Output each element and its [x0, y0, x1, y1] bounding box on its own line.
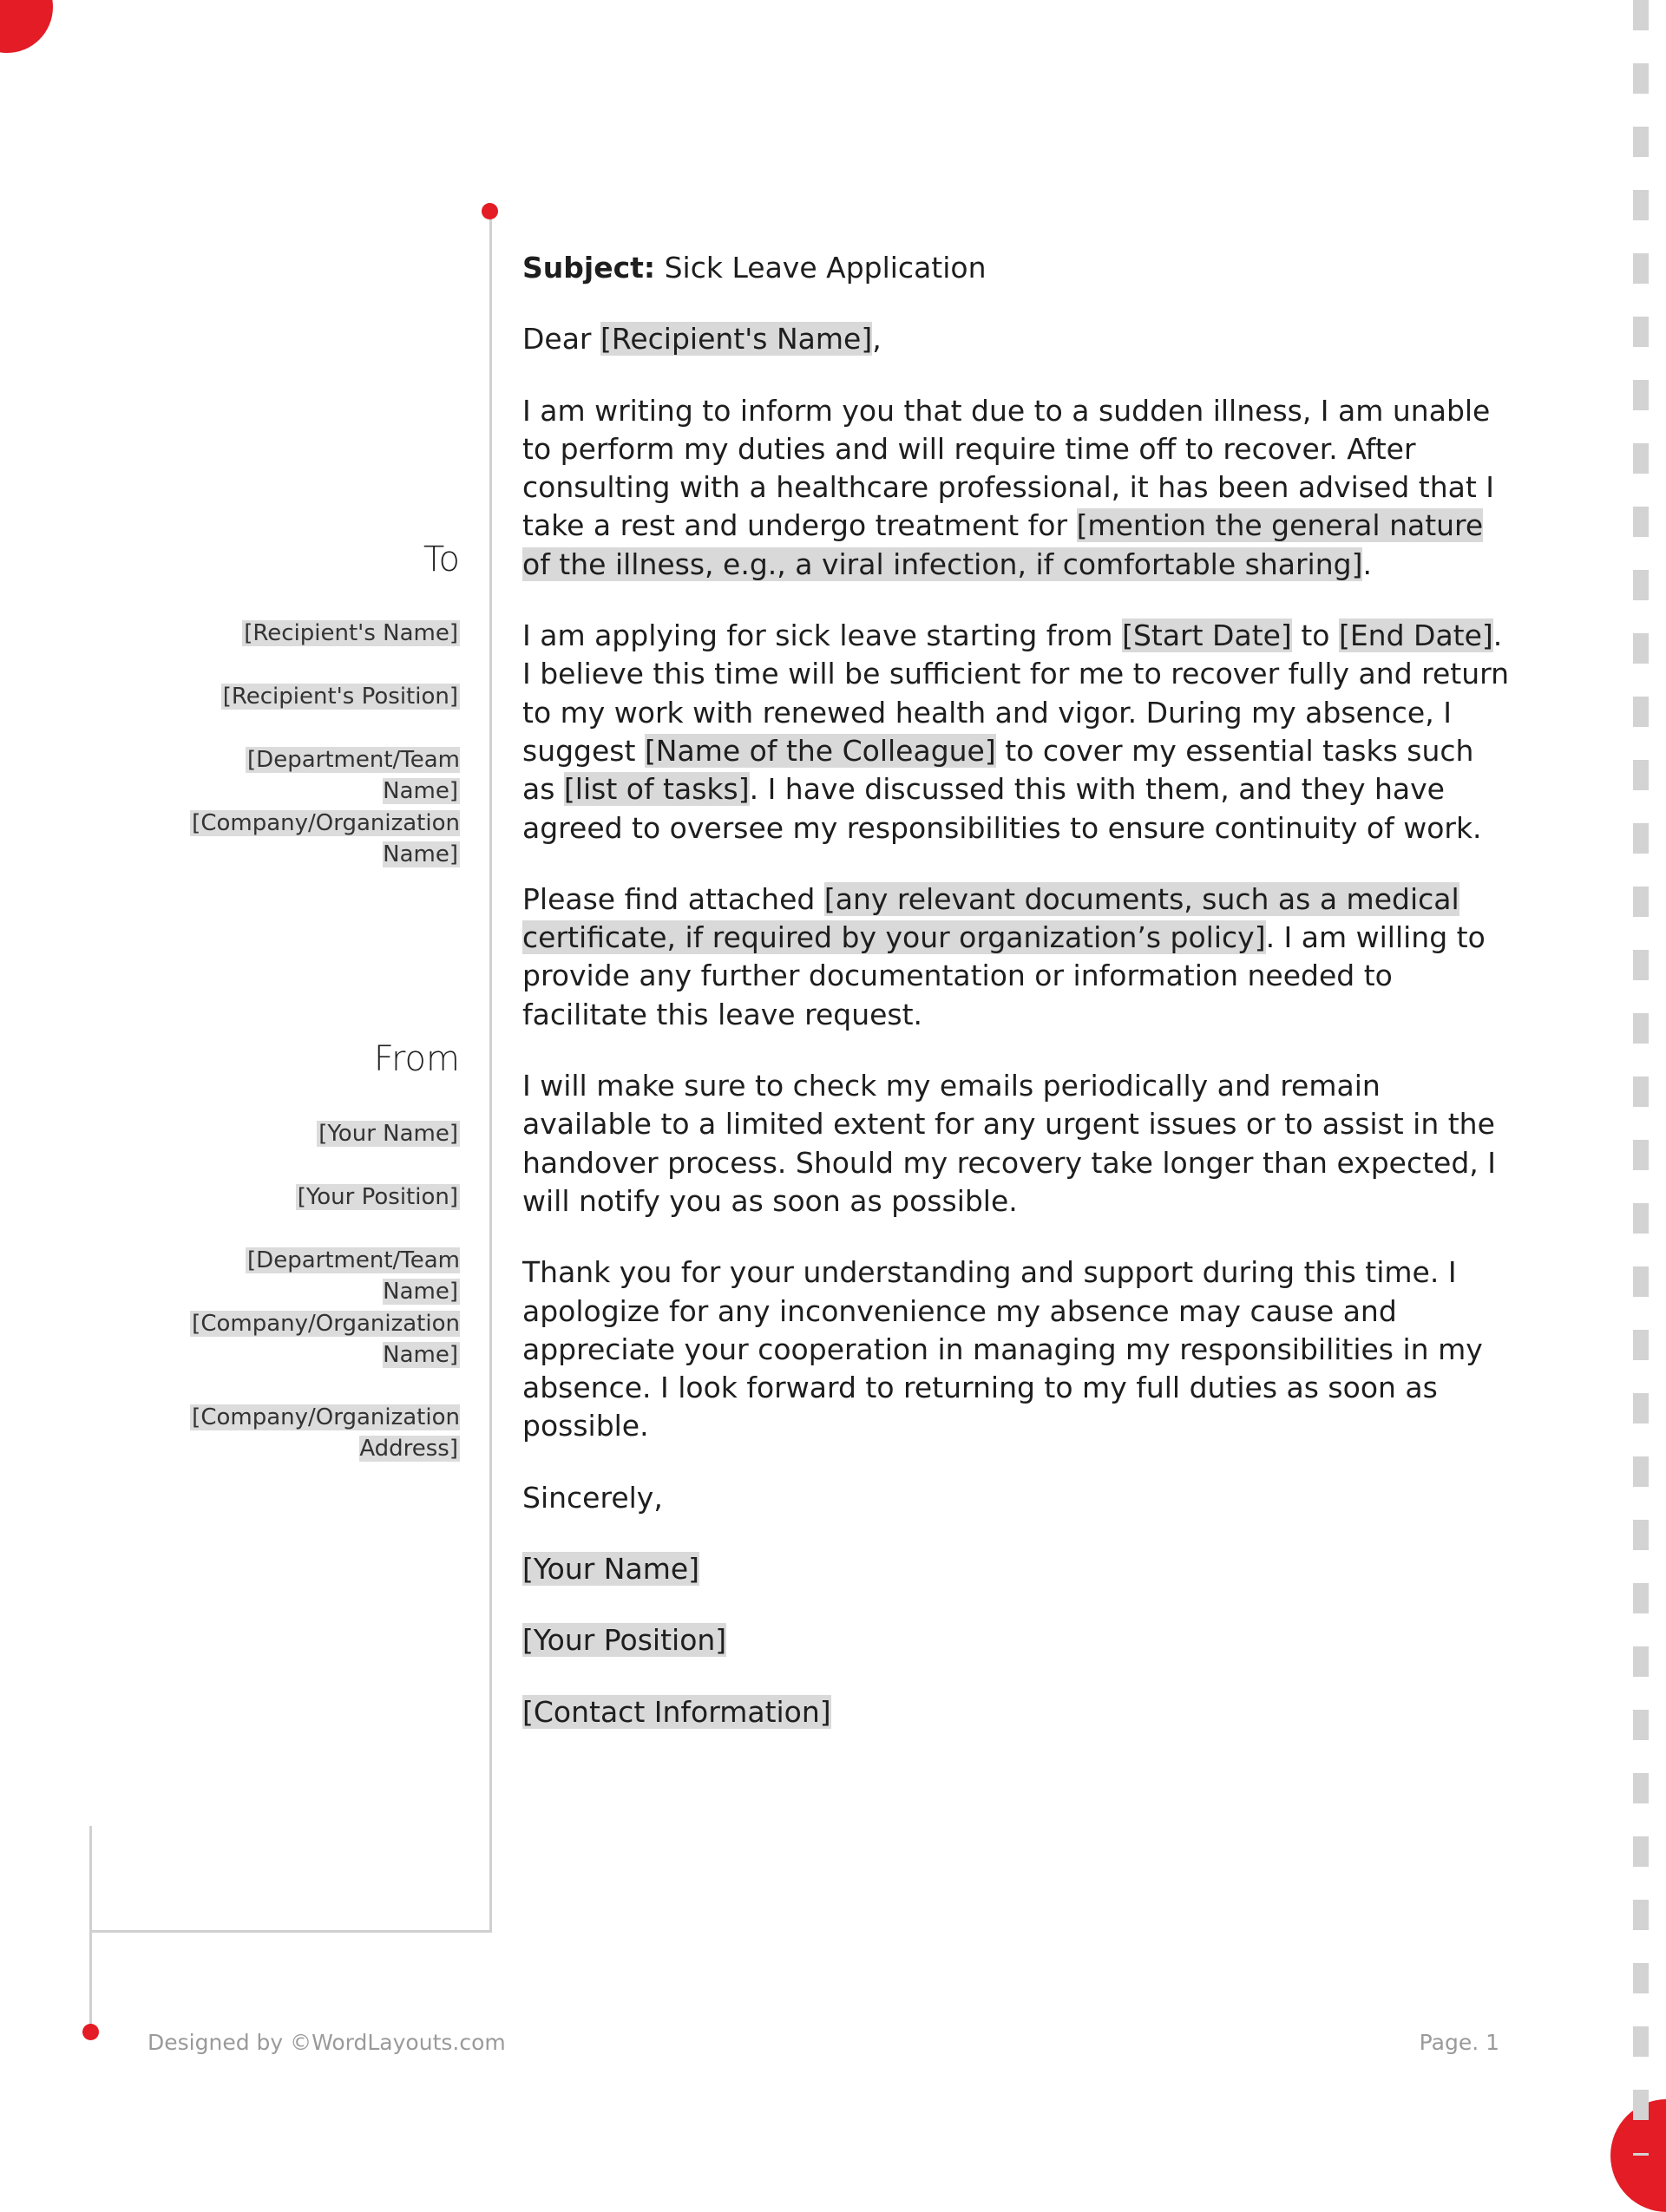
start-date-placeholder: [Start Date]	[1122, 618, 1292, 653]
from-name: [Your Name]	[318, 1121, 458, 1147]
paragraph-5: Thank you for your understanding and support during this time. I apologize for any inconvenience my absence may cause and appreciate your cooperation in managing my responsibilities in my absence. I look forward to returning to my full duties as soon as possible.	[522, 1255, 1483, 1443]
colleague-placeholder: [Name of the Colleague]	[644, 733, 996, 768]
signature-contact: [Contact Information]	[522, 1694, 831, 1729]
from-department: [Department/Team Name]	[247, 1247, 460, 1305]
to-company: [Company/Organization Name]	[192, 810, 460, 867]
accent-dot-bottom	[82, 2024, 99, 2040]
paragraph-2: I am applying for sick leave starting from [Start Date] to [End Date]. I believe this time will be sufficient for me to recover fully and return to my work with renewed health and vigor. During my absence, I suggest [Name of the Colleague] to cover my essential tasks such as [list of tasks]. I have discussed this with them, and they have agreed to oversee my responsibilities to ensure continuity of work.	[522, 618, 1510, 845]
from-heading: From	[373, 1039, 460, 1079]
illness-placeholder: [mention the general nature of the illness, e.g., a viral infection, if comfortable sharing]	[522, 508, 1484, 581]
to-heading: To	[423, 540, 460, 579]
corner-circle-top-left	[0, 0, 53, 53]
divider-horizontal	[89, 1930, 492, 1933]
page-number: Page. 1	[1419, 2030, 1499, 2055]
to-recipient-position: [Recipient's Position]	[222, 684, 458, 710]
divider-vertical-left	[89, 1826, 92, 2034]
end-date-placeholder: [End Date]	[1338, 618, 1493, 653]
from-company-address: [Company/Organization Address]	[192, 1404, 460, 1462]
footer-credit: Designed by ©WordLayouts.com	[148, 2030, 506, 2055]
signature-position: [Your Position]	[522, 1623, 727, 1658]
greeting: Dear [Recipient's Name],	[522, 322, 882, 357]
paragraph-1: I am writing to inform you that due to a sudden illness, I am unable to perform my duties and will require time off to recover. After consulting with a healthcare professional, it has been advised that I take a rest and undergo treatment for [mention the general nature of the illness, e.g., a viral infection, if comfortable sharing].	[522, 393, 1495, 581]
from-position: [Your Position]	[297, 1184, 458, 1210]
closing: Sincerely,	[522, 1480, 663, 1515]
subject-label: Subject:	[522, 251, 656, 285]
subject-line	[522, 249, 1512, 287]
paragraph-4: I will make sure to check my emails periodically and remain available to a limited extent for any urgent issues or to assist in the handover process. Should my recovery take longer than expected, I will notify you as soon as possible.	[522, 1069, 1496, 1218]
accent-dot-top	[482, 203, 498, 219]
tasks-placeholder: [list of tasks]	[563, 772, 750, 807]
subject-text: Sick Leave Application	[664, 251, 987, 285]
divider-vertical	[489, 211, 492, 1933]
page-edge-strip	[1633, 0, 1649, 2156]
to-department: [Department/Team Name]	[247, 747, 460, 804]
paragraph-3: Please find attached [any relevant documents, such as a medical certificate, if required by your organization’s policy]. I am willing to provide any further documentation or information needed to facilitate this leave request.	[522, 881, 1486, 1031]
recipient-placeholder: [Recipient's Name]	[600, 322, 873, 357]
letter-body	[522, 249, 1512, 1764]
from-company: [Company/Organization Name]	[192, 1311, 460, 1368]
documents-placeholder: [any relevant documents, such as a medical certificate, if required by your organization’s policy]	[522, 881, 1459, 955]
signature-name: [Your Name]	[522, 1552, 700, 1587]
to-recipient-name: [Recipient's Name]	[244, 620, 458, 646]
